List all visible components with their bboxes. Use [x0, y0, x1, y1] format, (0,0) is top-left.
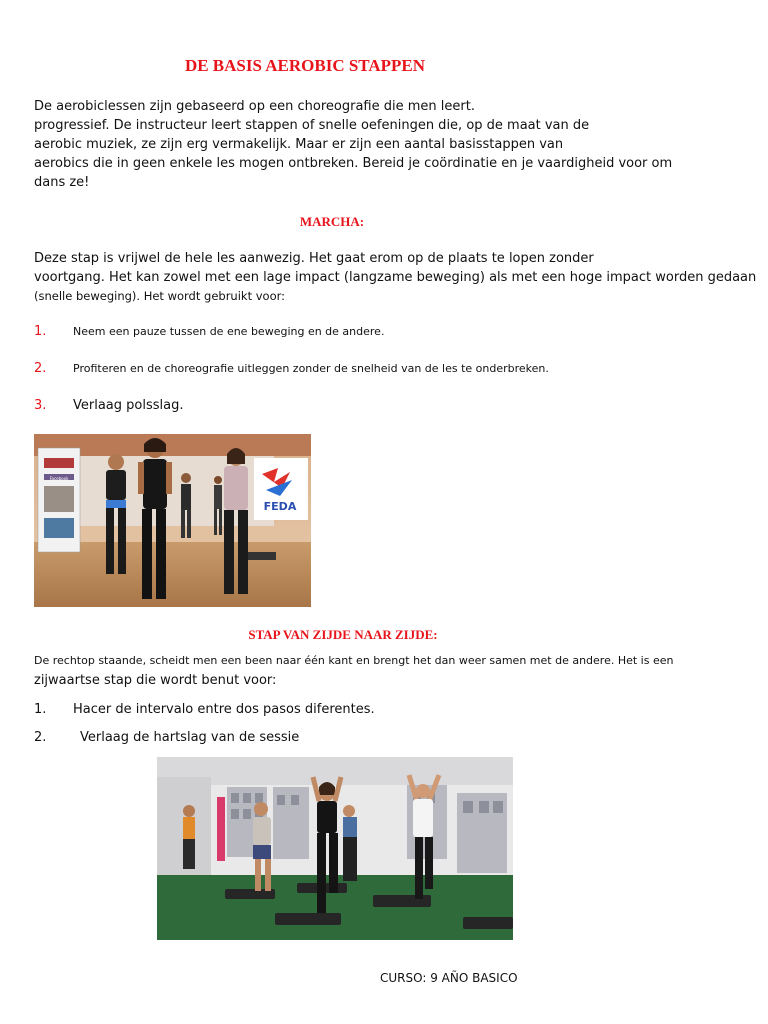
list-number: 3. [34, 398, 47, 413]
stap-photo [157, 757, 513, 940]
intro-line: De aerobiclessen zijn gebaseerd op een choreografie die men leert. [34, 99, 475, 114]
marcha-line: (snelle beweging). Het wordt gebruikt voor: [34, 289, 286, 303]
feda-logo: FEDA [263, 500, 297, 513]
list-number: 1. [34, 702, 47, 717]
marcha-heading: MARCHA: [299, 214, 365, 229]
banner-text: Facebook [49, 476, 69, 481]
stap-photo-image [157, 757, 513, 940]
stap-line: De rechtop staande, scheidt men een been naar één kant en brengt het dan weer samen met de andere. Het is een [34, 654, 674, 667]
list-number: 2. [34, 361, 47, 376]
list-number: 2. [34, 730, 47, 745]
marcha-line: voortgang. Het kan zowel met een lage impact (langzame beweging) als met een hoge impact worden gedaan [34, 270, 757, 285]
list-item [34, 702, 375, 717]
intro-line: progressief. De instructeur leert stappen of snelle oefeningen die, op de maat van de [34, 118, 590, 133]
list-text: Verlaag polsslag. [73, 398, 184, 413]
marcha-paragraph [34, 249, 768, 306]
stap-heading: STAP VAN ZIJDE NAAR ZIJDE: [248, 627, 438, 642]
list-text: Profiteren en de choreografie uitleggen zonder de snelheid van de les te onderbreken. [73, 362, 549, 375]
list-text: Verlaag de hartslag van de sessie [80, 730, 300, 745]
list-item [34, 398, 183, 413]
list-number: 1. [34, 324, 47, 339]
footer-course: CURSO: 9 AÑO BASICO [380, 971, 518, 985]
page-title: DE BASIS AEROBIC STAPPEN [184, 56, 426, 75]
list-item [34, 361, 549, 376]
stap-line: zijwaartse stap die wordt benut voor: [34, 673, 277, 688]
marcha-photo [34, 434, 311, 607]
list-text: Hacer de intervalo entre dos pasos diferentes. [73, 702, 375, 717]
list-item [34, 730, 299, 745]
intro-paragraph [34, 97, 764, 192]
list-item [34, 324, 384, 339]
intro-line: dans ze! [34, 175, 90, 190]
marcha-line: Deze stap is vrijwel de hele les aanwezig. Het gaat erom op de plaats te lopen zonder [34, 251, 594, 266]
intro-line: aerobic muziek, ze zijn erg vermakelijk. Maar er zijn een aantal basisstappen van [34, 137, 564, 152]
intro-line: aerobics die in geen enkele les mogen ontbreken. Bereid je coördinatie en je vaardigheid voor om [34, 156, 673, 171]
marcha-photo-image [34, 434, 311, 607]
list-text: Neem een pauze tussen de ene beweging en de andere. [73, 325, 385, 338]
